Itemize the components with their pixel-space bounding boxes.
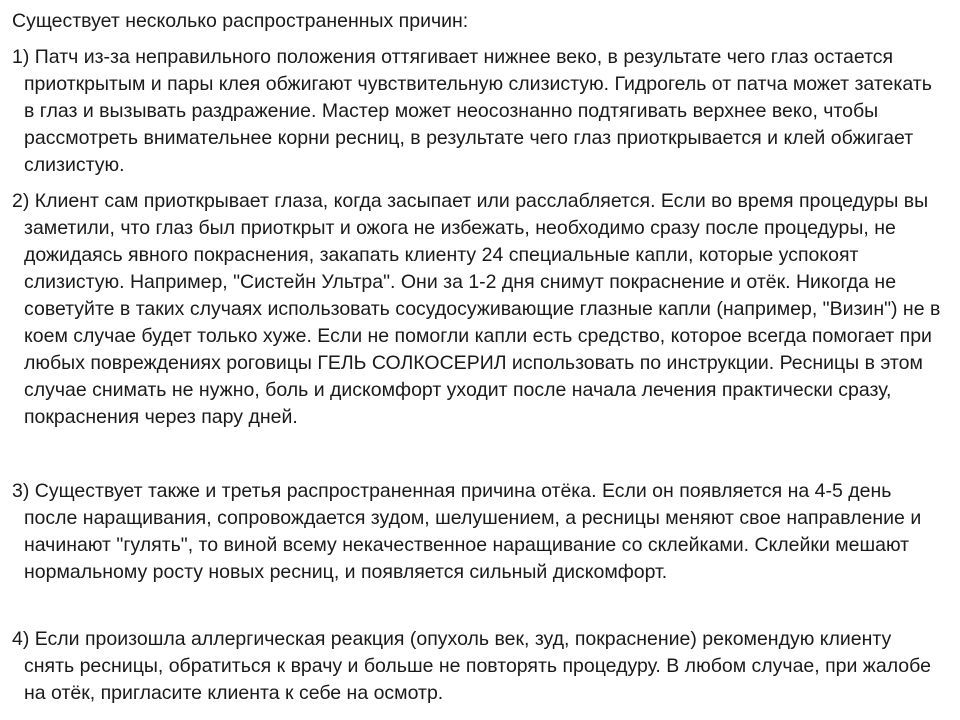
reason-item-2 <box>12 188 942 431</box>
reason-item-2-text: 2) Клиент сам приоткрывает глаза, когда засыпает или расслабляется. Если во время процедуры вы заметили, что глаз был приоткрыт и ожога не избежать, необходимо сразу после процедуры, не дожидаясь явного покраснения, закапать клиенту 24 специальные капли, которые успокоят слизистую. Например, "Систейн Ультра". Они за 1-2 дня снимут покраснение и отёк. Никогда не советуйте в таких случаях использовать сосудосуживающие глазные капли (например, "Визин") не в коем случае будет только хуже. Если не помогли капли есть средство, которое всегда помогает при любых повреждениях роговицы ГЕЛЬ СОЛКОСЕРИЛ использовать по инструкции. Ресницы в этом случае снимать не нужно, боль и дискомфорт уходит после начала лечения практически сразу, покраснения через пару дней. <box>12 190 941 428</box>
intro-text: Существует несколько распространенных причин: <box>12 10 469 32</box>
reason-item-3-text: 3) Существует также и третья распространенная причина отёка. Если он появляется на 4-5 день после наращивания, сопровождается зудом, шелушением, а ресницы меняют свое направление и начинают "гулять", то виной всему некачественное наращивание со склейками. Склейки мешают нормальному росту новых ресниц, и появляется сильный дискомфорт. <box>12 480 922 583</box>
reason-item-1-text: 1) Патч из-за неправильного положения оттягивает нижнее веко, в результате чего глаз остается приоткрытым и пары клея обжигают чувствительную слизистую. Гидрогель от патча может затекать в глаз и вызывать раздражение. Мастер может неосознанно подтягивать верхнее веко, чтобы рассмотреть внимательнее корни ресниц, в результате чего глаз приоткрывается и клей обжигает слизистую. <box>12 46 932 176</box>
reason-item-3 <box>12 478 936 586</box>
reason-item-4 <box>12 626 942 707</box>
reason-item-1 <box>12 44 936 179</box>
reason-item-4-text: 4) Если произошла аллергическая реакция (опухоль век, зуд, покраснение) рекомендую клиенту снять ресницы, обратиться к врачу и больше не повторять процедуру. В любом случае, при жалобе на отёк, пригласите клиента к себе на осмотр. <box>12 628 931 704</box>
